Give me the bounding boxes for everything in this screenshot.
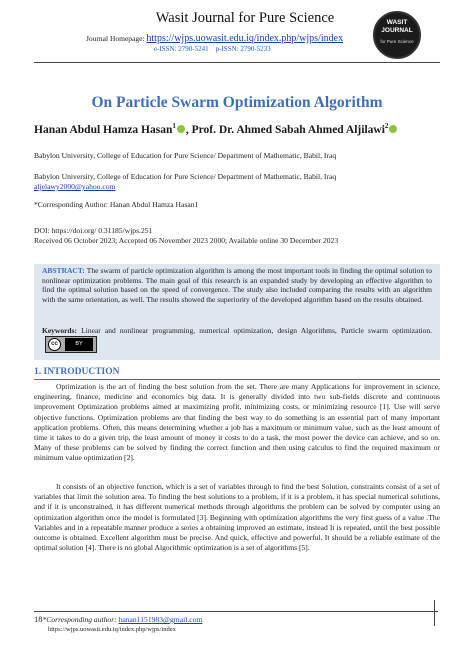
- footer-vertical-rule: [434, 600, 435, 626]
- affiliation-2-email[interactable]: aljelawy2000@yahoo.com: [34, 182, 116, 191]
- journal-logo: [373, 11, 421, 59]
- author-2-sup: 2: [384, 122, 389, 130]
- author-2-name: , Prof. Dr. Ahmed Sabah Ahmed Aljilawi: [185, 123, 385, 136]
- header-divider: [34, 62, 440, 63]
- abstract-text: The swarm of particle optimization algorithm is among the most important tools in finding the optimal solution to nonlinear optimization problems. The main goal of this research is an expanded study by developing an effective algorithm to find the optimal solution based on the speed of convergence. The study also included comparing the results with an algorithm with the same orientation, as well. The results showed the superiority of the developed algorithm based on the results obtained.: [42, 266, 432, 304]
- footer-corresponding: [34, 614, 202, 624]
- footer-corresponding-label: *Corresponding author:: [42, 615, 117, 624]
- orcid-icon[interactable]: [177, 125, 185, 133]
- intro-paragraph-2: It consists of an objective function, which is a set of variables through to find the best Solution, constraints consist of a set of variables that limit the solution area. To finding the best solutions to a problem, if it is a problem, it has special numerical solutions, and if it is unconstrained, it has different numerical methods through algorithms the problem can be solved by computer using an optimization algorithm once the model is formulated [3]. Beginning with optimization algorithms the very first guess of a value .The Variables and in a repeatable manner produce a series a obtaining improved an estimate, instead It is repeated, until the best possible outcome is obtained. Excellent algorithm must be precise. And quick, effective and powerful. It should be a reliable estimate of the optimal solution [4]. There is no global Algorithmic optimization is a set of algorithms [5].: [34, 482, 440, 553]
- journal-homepage-line: [86, 33, 343, 44]
- page-number: 18: [34, 614, 43, 624]
- article-dates: Received 06 October 2023; Accepted 06 November 2023 2000; Available online 30 December 2023: [34, 236, 339, 245]
- footer-corresponding-email[interactable]: hanan1151983@gmail.com: [118, 615, 203, 624]
- section-heading-introduction: 1. INTRODUCTION: [34, 367, 120, 377]
- eissn: e-ISSN: 2790-5241: [154, 45, 209, 53]
- keywords-box: [34, 322, 440, 360]
- journal-title: Wasit Journal for Pure Science: [155, 10, 335, 26]
- paper-title: On Particle Swarm Optimization Algorithm: [91, 94, 383, 111]
- homepage-link[interactable]: https://wjps.uowasit.edu.iq/index.php/wjps/index: [146, 33, 344, 44]
- orcid-icon[interactable]: [389, 125, 397, 133]
- pissn: p-ISSN: 2790-5233: [215, 45, 271, 53]
- author-1-name: Hanan Abdul Hamza Hasan: [34, 123, 173, 136]
- author-line: [34, 122, 454, 136]
- cc-icon: cc: [48, 338, 61, 351]
- author-1-sup: 1: [172, 122, 176, 130]
- affiliation-1: Babylon University, College of Education for Pure Science/ Department of Mathematic, Babil, Iraq: [34, 151, 337, 160]
- intro-paragraph-1: Optimization is the art of finding the best solution from the set. There are many Applications for improvement in science, engineering, finance, medicine and economics big data. It is generally divided into two sub-fields discrete and continuous improvement Optimization problems aimed at maximizing profit, minimizing costs, or minimizing resource [1]. Use will serve objective functions. Optimization problems are that finding the best way to do something is an essential part of many important application problems. Often, this means determining whether a job has a maximum or minimum value, such as the least amount of time it takes to do a given trip, the least amount of money it costs to do a task, the most power the device can achieve, and so on. Many of these problems can be solved by finding the correct function and then using calculus to find the required maximum or minimum value optimization [2].: [34, 382, 440, 463]
- issn-line: [154, 45, 271, 53]
- doi[interactable]: DOI: https://doi.org/ 0.31185/wjps.251: [34, 226, 153, 235]
- section-rule: [34, 379, 440, 380]
- affiliation-2: Babylon University, College of Education for Pure Science/ Department of Mathematic, Babil, Iraq: [34, 172, 337, 181]
- abstract: [42, 266, 432, 304]
- logo-text: WASIT JOURNAL: [381, 19, 413, 34]
- logo-subtext: for Pure Science: [380, 39, 414, 44]
- keywords-label: Keywords:: [42, 326, 77, 335]
- footer-rule: [34, 611, 438, 612]
- footer-url[interactable]: https://wjps.uowasit.edu.iq/index.php/wjps/index: [48, 626, 176, 633]
- by-icon: BY: [65, 338, 93, 351]
- homepage-label: Journal Homepage:: [86, 34, 145, 43]
- cc-by-license-badge[interactable]: [45, 336, 97, 353]
- keywords-text: Linear and nonlinear programming, numerical optimization, design Algorithms, Particle swarm optimization.: [77, 326, 432, 335]
- corresponding-author: *Corresponding Author: Hanan Abdul Hamza Hasan1: [34, 200, 199, 209]
- keywords: [42, 325, 432, 353]
- abstract-label: ABSTRACT:: [42, 266, 85, 275]
